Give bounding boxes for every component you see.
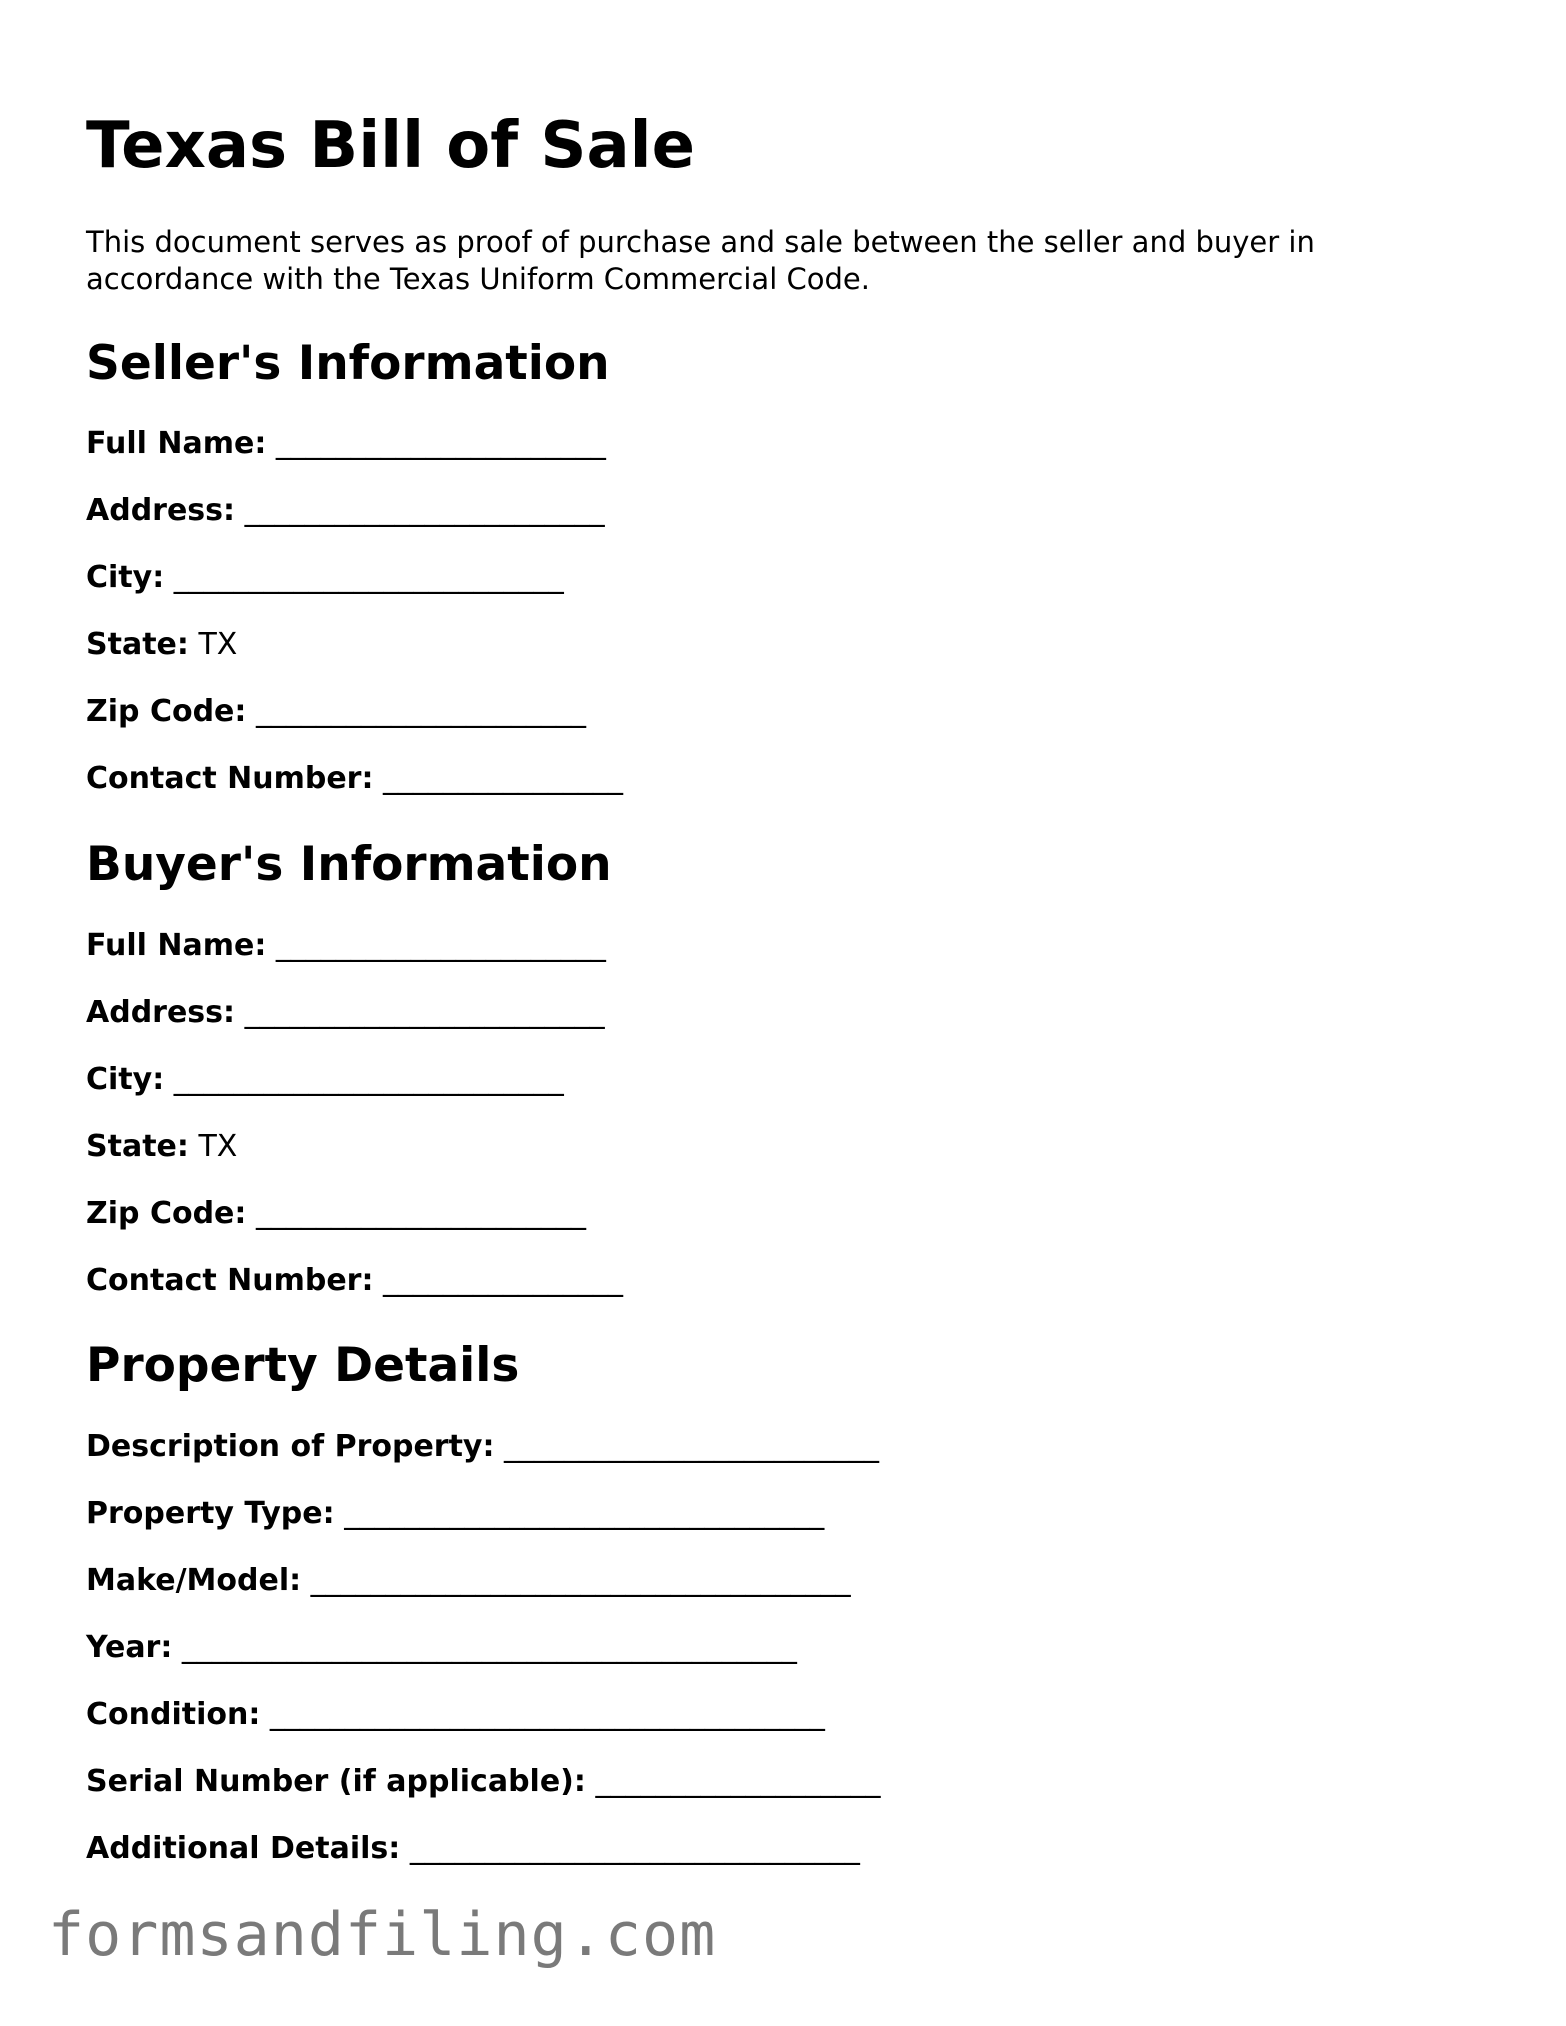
- property-additional-field[interactable]: [86, 1829, 860, 1869]
- seller-state-field: [86, 625, 237, 665]
- property-type-blank[interactable]: ________________________________: [344, 1496, 825, 1531]
- buyer-address-field[interactable]: [86, 993, 605, 1033]
- buyer-city-label: City:: [86, 1062, 165, 1097]
- seller-full-name-blank[interactable]: ______________________: [275, 426, 606, 461]
- seller-state-label: State:: [86, 627, 189, 662]
- seller-city-blank[interactable]: __________________________: [173, 560, 564, 595]
- seller-contact-blank[interactable]: ________________: [383, 761, 624, 796]
- buyer-city-field[interactable]: [86, 1060, 564, 1100]
- property-condition-blank[interactable]: _____________________________________: [269, 1697, 825, 1732]
- buyer-contact-blank[interactable]: ________________: [383, 1263, 624, 1298]
- buyer-state-field: [86, 1127, 237, 1167]
- property-year-field[interactable]: [86, 1628, 797, 1668]
- seller-zip-field[interactable]: [86, 692, 586, 732]
- seller-full-name-label: Full Name:: [86, 426, 267, 461]
- buyer-contact-field[interactable]: [86, 1261, 623, 1301]
- property-heading: Property Details: [86, 1338, 520, 1393]
- seller-address-label: Address:: [86, 493, 236, 528]
- property-serial-blank[interactable]: ___________________: [595, 1764, 881, 1799]
- document-title: Texas Bill of Sale: [86, 109, 695, 183]
- seller-address-field[interactable]: [86, 491, 605, 531]
- property-serial-label: Serial Number (if applicable):: [86, 1764, 586, 1799]
- buyer-zip-label: Zip Code:: [86, 1196, 247, 1231]
- property-make-model-blank[interactable]: ____________________________________: [310, 1563, 851, 1598]
- buyer-zip-blank[interactable]: ______________________: [255, 1196, 586, 1231]
- seller-city-label: City:: [86, 560, 165, 595]
- property-year-blank[interactable]: _________________________________________: [181, 1630, 797, 1665]
- buyer-full-name-label: Full Name:: [86, 928, 267, 963]
- buyer-full-name-field[interactable]: [86, 926, 606, 966]
- property-description-blank[interactable]: _________________________: [504, 1429, 880, 1464]
- buyer-contact-label: Contact Number:: [86, 1263, 374, 1298]
- property-serial-field[interactable]: [86, 1762, 880, 1802]
- buyer-state-label: State:: [86, 1129, 189, 1164]
- property-additional-label: Additional Details:: [86, 1831, 401, 1866]
- seller-heading: Seller's Information: [86, 336, 610, 391]
- property-year-label: Year:: [86, 1630, 173, 1665]
- intro-paragraph: This document serves as proof of purchase and sale between the seller and buyer in accordance with the Texas Uniform Commercial Code.: [86, 225, 1315, 296]
- property-type-field[interactable]: [86, 1494, 824, 1534]
- buyer-address-blank[interactable]: ________________________: [244, 995, 605, 1030]
- property-condition-field[interactable]: [86, 1695, 825, 1735]
- seller-contact-field[interactable]: [86, 759, 623, 799]
- buyer-state-value: TX: [198, 1129, 238, 1164]
- seller-zip-label: Zip Code:: [86, 694, 247, 729]
- property-description-field[interactable]: [86, 1427, 879, 1467]
- property-make-model-label: Make/Model:: [86, 1563, 302, 1598]
- seller-state-value: TX: [198, 627, 238, 662]
- seller-address-blank[interactable]: ________________________: [244, 493, 605, 528]
- property-additional-blank[interactable]: ______________________________: [409, 1831, 860, 1866]
- seller-zip-blank[interactable]: ______________________: [255, 694, 586, 729]
- seller-full-name-field[interactable]: [86, 424, 606, 464]
- buyer-full-name-blank[interactable]: ______________________: [275, 928, 606, 963]
- property-make-model-field[interactable]: [86, 1561, 851, 1601]
- watermark: formsandfiling.com: [48, 1900, 717, 1970]
- property-description-label: Description of Property:: [86, 1429, 495, 1464]
- seller-city-field[interactable]: [86, 558, 564, 598]
- property-type-label: Property Type:: [86, 1496, 335, 1531]
- seller-contact-label: Contact Number:: [86, 761, 374, 796]
- buyer-zip-field[interactable]: [86, 1194, 586, 1234]
- buyer-city-blank[interactable]: __________________________: [173, 1062, 564, 1097]
- buyer-heading: Buyer's Information: [86, 837, 612, 892]
- buyer-address-label: Address:: [86, 995, 236, 1030]
- property-condition-label: Condition:: [86, 1697, 261, 1732]
